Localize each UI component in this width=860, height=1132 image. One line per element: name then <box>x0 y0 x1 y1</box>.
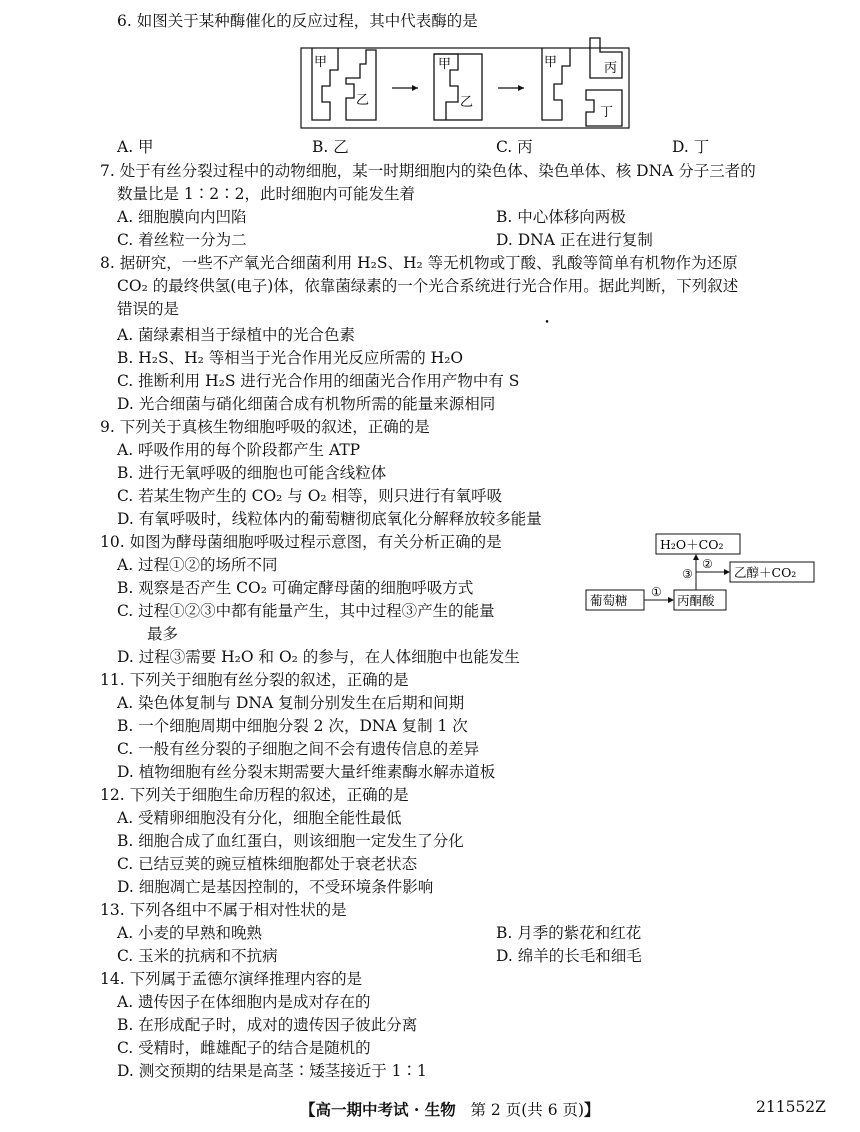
fig-label-yi-1: 乙 <box>356 93 370 108</box>
footer-title: 高一期中考试 · 生物 <box>315 1100 456 1119</box>
q9-option-c: C. 若某生物产生的 CO₂ 与 O₂ 相等，则只进行有氧呼吸 <box>117 487 503 505</box>
q12-option-b: B. 细胞合成了血红蛋白，则该细胞一定发生了分化 <box>117 832 464 850</box>
q10-option-c: C. 过程①②③中都有能量产生，其中过程③产生的能量 <box>117 602 495 620</box>
q6-option-b: B. 乙 <box>312 138 349 156</box>
q10-option-d: D. 过程③需要 H₂O 和 O₂ 的参与，在人体细胞中也能发生 <box>117 648 520 666</box>
q9-option-d: D. 有氧呼吸时，线粒体内的葡萄糖彻底氧化分解释放较多能量 <box>117 510 542 528</box>
q6-option-c: C. 丙 <box>496 138 533 156</box>
q7-option-c: C. 着丝粒一分为二 <box>117 231 247 249</box>
q8-stem-3: 错误的是 • <box>117 298 860 320</box>
q10-option-b: B. 观察是否产生 CO₂ 可确定酵母菌的细胞呼吸方式 <box>117 579 474 597</box>
q14-option-b: B. 在形成配子时，成对的遗传因子彼此分离 <box>117 1016 418 1034</box>
q14-stem: 14. 下列属于孟德尔演绎推理内容的是 <box>100 970 363 988</box>
diagram-step-2: ② <box>702 557 713 571</box>
footer-bracket-left: 【 <box>300 1100 316 1119</box>
footer-bracket-right: 】 <box>584 1100 600 1119</box>
q7-option-d: D. DNA 正在进行复制 <box>496 231 653 249</box>
diagram-product-top: H₂O＋CO₂ <box>660 537 724 552</box>
q8-stem-1: 8. 据研究，一些不产氧光合细菌利用 H₂S、H₂ 等无机物或丁酸、乳酸等简单有机物作为还原 <box>100 254 738 272</box>
fig-label-jia-3: 甲 <box>544 55 558 70</box>
q12-option-a: A. 受精卵细胞没有分化，细胞全能性最低 <box>117 809 402 827</box>
q6-stem: 6. 如图关于某种酶催化的反应过程，其中代表酶的是 <box>117 12 478 30</box>
q12-option-d: D. 细胞凋亡是基因控制的，不受环境条件影响 <box>117 878 434 896</box>
q7-option-b: B. 中心体移向两极 <box>496 208 626 226</box>
q6-option-a: A. 甲 <box>117 138 154 156</box>
q7-option-a: A. 细胞膜向内凹陷 <box>117 208 247 226</box>
page-footer <box>300 1098 600 1120</box>
q11-stem: 11. 下列关于细胞有丝分裂的叙述，正确的是 <box>100 671 409 689</box>
diagram-step-1: ① <box>651 585 662 599</box>
diagram-product-right: 乙醇＋CO₂ <box>734 565 797 580</box>
q9-option-b: B. 进行无氧呼吸的细胞也可能含线粒体 <box>117 464 387 482</box>
q13-stem: 13. 下列各组中不属于相对性状的是 <box>100 901 347 919</box>
diagram-step-3: ③ <box>682 567 693 581</box>
fig-label-jia-1: 甲 <box>314 55 328 70</box>
q14-option-d: D. 测交预期的结果是高茎∶矮茎接近于 1∶1 <box>117 1062 427 1080</box>
q8-option-d: D. 光合细菌与硝化细菌合成有机物所需的能量来源相同 <box>117 395 496 413</box>
diagram-glucose: 葡萄糖 <box>590 593 628 608</box>
q10-stem: 10. 如图为酵母菌细胞呼吸过程示意图，有关分析正确的是 <box>100 533 502 551</box>
q13-option-a: A. 小麦的早熟和晚熟 <box>117 924 263 942</box>
respiration-diagram <box>584 530 820 616</box>
q7-stem-2: 数量比是 1∶2∶2，此时细胞内可能发生着 <box>117 185 416 203</box>
fig-label-ding: 丁 <box>600 105 614 120</box>
q11-option-d: D. 植物细胞有丝分裂末期需要大量纤维素酶水解赤道板 <box>117 763 496 781</box>
q11-option-b: B. 一个细胞周期中细胞分裂 2 次，DNA 复制 1 次 <box>117 717 468 735</box>
q12-stem: 12. 下列关于细胞生命历程的叙述，正确的是 <box>100 786 409 804</box>
q13-option-c: C. 玉米的抗病和不抗病 <box>117 947 278 965</box>
q8-stem-2: CO₂ 的最终供氢(电子)体，依靠菌绿素的一个光合系统进行光合作用。据此判断，下列叙述 <box>117 277 739 295</box>
q7-stem-1: 7. 处于有丝分裂过程中的动物细胞，某一时期细胞内的染色体、染色单体、核 DNA 分子三者的 <box>100 162 756 180</box>
q13-option-d: D. 绵羊的长毛和细毛 <box>496 947 642 965</box>
fig-label-bing: 丙 <box>604 61 618 76</box>
q11-option-a: A. 染色体复制与 DNA 复制分别发生在后期和间期 <box>117 694 465 712</box>
q14-option-c: C. 受精时，雌雄配子的结合是随机的 <box>117 1039 371 1057</box>
q12-option-c: C. 已结豆荚的豌豆植株细胞都处于衰老状态 <box>117 855 418 873</box>
q8-option-c: C. 推断利用 H₂S 进行光合作用的细菌光合作用产物中有 S <box>117 372 520 390</box>
q13-option-b: B. 月季的紫花和红花 <box>496 924 642 942</box>
q8-option-b: B. H₂S、H₂ 等相当于光合作用光反应所需的 H₂O <box>117 349 464 367</box>
enzyme-reaction-figure <box>300 34 630 130</box>
footer-code: 211552Z <box>756 1098 826 1116</box>
q8-option-a: A. 菌绿素相当于绿植中的光合色素 <box>117 326 356 344</box>
q14-option-a: A. 遗传因子在体细胞内是成对存在的 <box>117 993 371 1011</box>
q10-option-a: A. 过程①②的场所不同 <box>117 556 278 574</box>
q9-option-a: A. 呼吸作用的每个阶段都产生 ATP <box>117 441 361 459</box>
fig-label-jia-2: 甲 <box>438 57 452 72</box>
q9-stem: 9. 下列关于真核生物细胞呼吸的叙述，正确的是 <box>100 418 430 436</box>
footer-page: 第 2 页(共 6 页) <box>470 1101 585 1119</box>
q11-option-c: C. 一般有丝分裂的子细胞之间不会有遗传信息的差异 <box>117 740 480 758</box>
q10-option-c-cont: 最多 <box>147 625 179 643</box>
q6-option-d: D. 丁 <box>672 138 710 156</box>
fig-label-yi-2: 乙 <box>460 95 474 110</box>
diagram-pyruvate: 丙酮酸 <box>677 593 715 608</box>
